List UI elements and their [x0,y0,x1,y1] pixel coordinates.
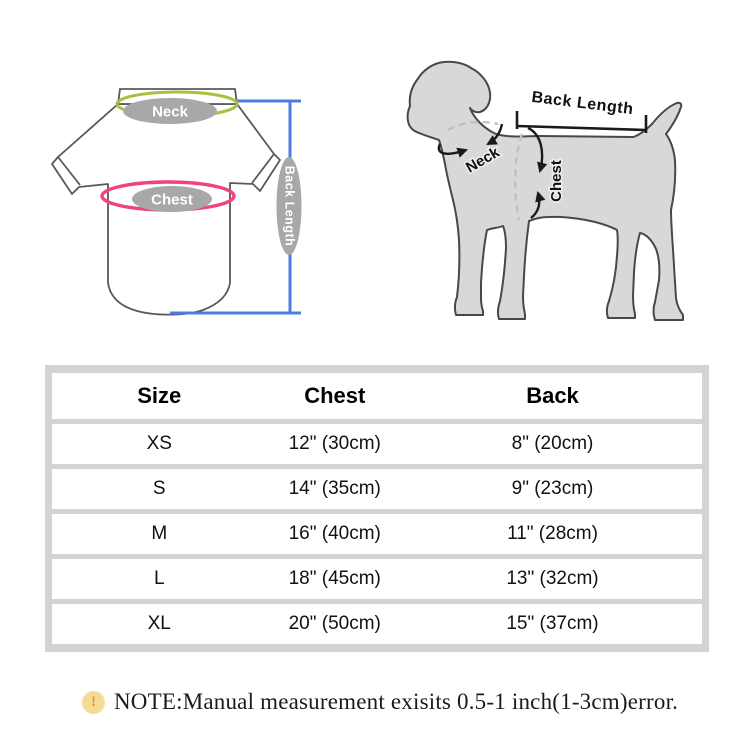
chest-value: 20" (50cm) [288,613,381,634]
dog-measure-diagram [390,40,730,340]
size-value: S [152,478,166,499]
size-value: XS [146,433,172,454]
dog-chest-label: Chest [547,160,565,202]
table-row-s [52,469,702,509]
table-row-l [52,559,702,599]
dog-back-length-label: Back Length [530,88,635,119]
exclamation-icon: ! [82,691,105,714]
size-table-header-row [52,373,702,419]
chest-value: 18" (45cm) [288,568,381,589]
size-value: L [153,568,165,589]
neck-badge-label: Neck [152,103,188,121]
table-row-m [52,514,702,554]
column-header-back: Back [526,383,579,408]
chest-value: 12" (30cm) [288,433,381,454]
back-value: 15" (37cm) [506,613,599,634]
back-value: 13" (32cm) [506,568,599,589]
table-row-xl [52,604,702,644]
note-text: NOTE:Manual measurement exisits 0.5-1 inch(1-3cm)error. [114,689,679,714]
measurement-note [82,689,678,715]
back-value: 8" (20cm) [511,433,594,454]
size-value: M [151,523,168,544]
back-value: 9" (23cm) [511,478,594,499]
dog-neck-label: Neck [462,143,503,177]
chest-value: 16" (40cm) [288,523,381,544]
size-table [45,365,709,652]
column-header-chest: Chest [304,383,366,408]
garment-measure-diagram [45,80,315,330]
size-value: XL [147,613,171,634]
chest-value: 14" (35cm) [288,478,381,499]
back-length-badge-label: Back Length [282,165,297,247]
table-row-xs [52,424,702,464]
column-header-size: Size [137,383,182,408]
back-value: 11" (28cm) [507,523,598,544]
chest-badge-label: Chest [151,191,193,209]
